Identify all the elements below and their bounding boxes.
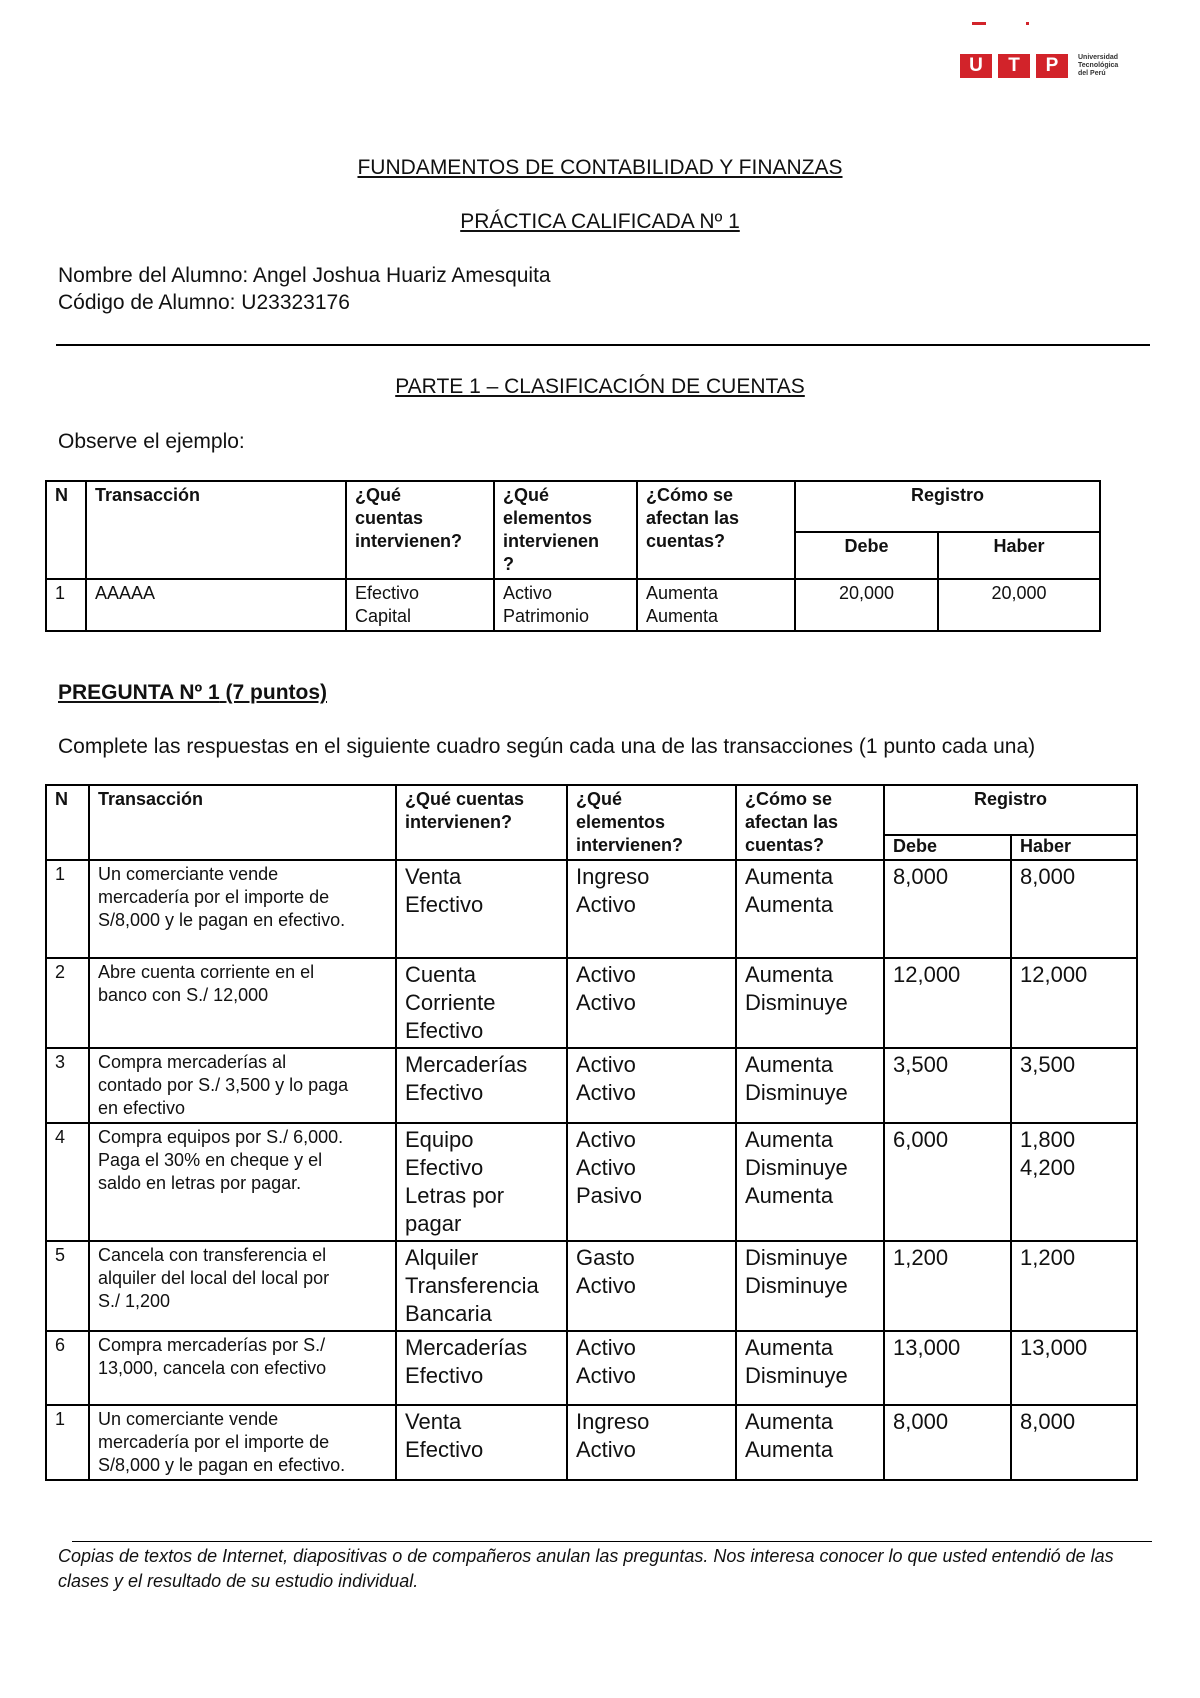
- cell-afectan: Aumenta Disminuye: [736, 1331, 884, 1405]
- example-header-haber: Haber: [938, 532, 1100, 579]
- cell-n: 4: [46, 1123, 89, 1241]
- table-row: [46, 1048, 1137, 1123]
- cell-afectan: Disminuye Disminuye: [736, 1241, 884, 1331]
- example-header-afectan: ¿Cómo se afectan las cuentas?: [637, 481, 795, 579]
- table-row: [46, 958, 1137, 1048]
- cell-elementos: Gasto Activo: [567, 1241, 736, 1331]
- header-registro: Registro: [884, 785, 1137, 835]
- header-transaccion: Transacción: [89, 785, 396, 860]
- example-row: [46, 579, 1100, 631]
- student-code: Código de Alumno: U23323176: [58, 291, 350, 314]
- table-row: [46, 1405, 1137, 1480]
- example-cell-transaccion: AAAAA: [86, 579, 346, 631]
- cell-n: 1: [46, 1405, 89, 1480]
- cell-debe: 8,000: [884, 860, 1011, 958]
- cell-haber: 3,500: [1011, 1048, 1137, 1123]
- cell-elementos: Activo Activo: [567, 1048, 736, 1123]
- cell-n: 3: [46, 1048, 89, 1123]
- exam-title: PRÁCTICA CALIFICADA Nº 1: [460, 210, 740, 233]
- cell-transaccion: Compra mercaderías al contado por S./ 3,500 y lo paga en efectivo: [89, 1048, 396, 1123]
- example-header-registro: Registro: [795, 481, 1100, 532]
- header-haber: Haber: [1011, 835, 1137, 860]
- header-debe: Debe: [884, 835, 1011, 860]
- table-row: [46, 1241, 1137, 1331]
- cell-debe: 1,200: [884, 1241, 1011, 1331]
- cell-transaccion: Abre cuenta corriente en el banco con S./ 12,000: [89, 958, 396, 1048]
- cell-afectan: Aumenta Disminuye Aumenta: [736, 1123, 884, 1241]
- cell-afectan: Aumenta Aumenta: [736, 1405, 884, 1480]
- logo-letter-t: T: [998, 54, 1030, 78]
- cell-cuentas: Venta Efectivo: [396, 860, 567, 958]
- cell-debe: 3,500: [884, 1048, 1011, 1123]
- logo-letter-u: U: [960, 54, 992, 78]
- cell-afectan: Aumenta Disminuye: [736, 958, 884, 1048]
- logo-accent: [972, 22, 986, 25]
- header-afectan: ¿Cómo se afectan las cuentas?: [736, 785, 884, 860]
- cell-haber: 8,000: [1011, 860, 1137, 958]
- example-table: [45, 480, 1101, 632]
- question1-heading: [58, 681, 327, 705]
- cell-transaccion: Compra mercaderías por S./ 13,000, cancela con efectivo: [89, 1331, 396, 1405]
- footer-note: Copias de textos de Internet, diapositivas o de compañeros anulan las preguntas. Nos interesa conocer lo que usted entendió de las clases y el resultado de su estudio individual.: [58, 1546, 1114, 1591]
- cell-haber: 13,000: [1011, 1331, 1137, 1405]
- example-cell-cuentas: Efectivo Capital: [346, 579, 494, 631]
- question1-points: (7 puntos): [225, 681, 328, 704]
- cell-transaccion: Un comerciante vende mercadería por el importe de S/8,000 y le pagan en efectivo.: [89, 860, 396, 958]
- cell-transaccion: Cancela con transferencia el alquiler del local del local por S./ 1,200: [89, 1241, 396, 1331]
- example-header-transaccion: Transacción: [86, 481, 346, 579]
- example-cell-elementos: Activo Patrimonio: [494, 579, 637, 631]
- example-header-debe: Debe: [795, 532, 938, 579]
- cell-cuentas: Alquiler Transferencia Bancaria: [396, 1241, 567, 1331]
- cell-n: 1: [46, 860, 89, 958]
- cell-haber: 12,000: [1011, 958, 1137, 1048]
- cell-elementos: Activo Activo: [567, 958, 736, 1048]
- header-divider: [56, 344, 1150, 346]
- cell-debe: 6,000: [884, 1123, 1011, 1241]
- utp-logo: [960, 22, 1130, 82]
- cell-elementos: Ingreso Activo: [567, 860, 736, 958]
- cell-transaccion: Un comerciante vende mercadería por el importe de S/8,000 y le pagan en efectivo.: [89, 1405, 396, 1480]
- part1-intro: Observe el ejemplo:: [58, 430, 245, 453]
- example-cell-n: 1: [46, 579, 86, 631]
- cell-cuentas: Cuenta Corriente Efectivo: [396, 958, 567, 1048]
- example-header-cuentas: ¿Qué cuentas intervienen?: [346, 481, 494, 579]
- header-cuentas: ¿Qué cuentas intervienen?: [396, 785, 567, 860]
- cell-afectan: Aumenta Aumenta: [736, 860, 884, 958]
- table-row: [46, 860, 1137, 958]
- cell-cuentas: Venta Efectivo: [396, 1405, 567, 1480]
- cell-elementos: Ingreso Activo: [567, 1405, 736, 1480]
- logo-letter-p: P: [1036, 54, 1068, 78]
- cell-n: 5: [46, 1241, 89, 1331]
- header-elementos: ¿Qué elementos intervienen?: [567, 785, 736, 860]
- example-header-elementos: ¿Qué elementos intervienen ?: [494, 481, 637, 579]
- transactions-table: [45, 784, 1138, 1481]
- example-cell-debe: 20,000: [795, 579, 938, 631]
- student-name: Nombre del Alumno: Angel Joshua Huariz Amesquita: [58, 264, 551, 287]
- logo-university-name: Universidad Tecnológica del Perú: [1078, 54, 1119, 77]
- example-cell-haber: 20,000: [938, 579, 1100, 631]
- cell-n: 6: [46, 1331, 89, 1405]
- cell-afectan: Aumenta Disminuye: [736, 1048, 884, 1123]
- question1-instructions: Complete las respuestas en el siguiente cuadro según cada una de las transacciones (1 punto cada una): [58, 735, 1036, 758]
- cell-cuentas: Equipo Efectivo Letras por pagar: [396, 1123, 567, 1241]
- cell-haber: 1,200: [1011, 1241, 1137, 1331]
- logo-accent-dot: [1026, 22, 1029, 25]
- cell-elementos: Activo Activo Pasivo: [567, 1123, 736, 1241]
- example-header-n: N: [46, 481, 86, 579]
- cell-debe: 12,000: [884, 958, 1011, 1048]
- cell-elementos: Activo Activo: [567, 1331, 736, 1405]
- cell-transaccion: Compra equipos por S./ 6,000. Paga el 30% en cheque y el saldo en letras por pagar.: [89, 1123, 396, 1241]
- footer-divider: [72, 1541, 1152, 1542]
- table-row: [46, 1331, 1137, 1405]
- table-row: [46, 1123, 1137, 1241]
- cell-haber: 8,000: [1011, 1405, 1137, 1480]
- part1-title: PARTE 1 – CLASIFICACIÓN DE CUENTAS: [395, 375, 805, 398]
- cell-debe: 8,000: [884, 1405, 1011, 1480]
- cell-haber: 1,800 4,200: [1011, 1123, 1137, 1241]
- cell-n: 2: [46, 958, 89, 1048]
- cell-cuentas: Mercaderías Efectivo: [396, 1048, 567, 1123]
- example-cell-afectan: Aumenta Aumenta: [637, 579, 795, 631]
- course-title: FUNDAMENTOS DE CONTABILIDAD Y FINANZAS: [357, 156, 843, 179]
- header-n: N: [46, 785, 89, 860]
- cell-cuentas: Mercaderías Efectivo: [396, 1331, 567, 1405]
- cell-debe: 13,000: [884, 1331, 1011, 1405]
- question1-title: PREGUNTA Nº 1: [58, 681, 220, 704]
